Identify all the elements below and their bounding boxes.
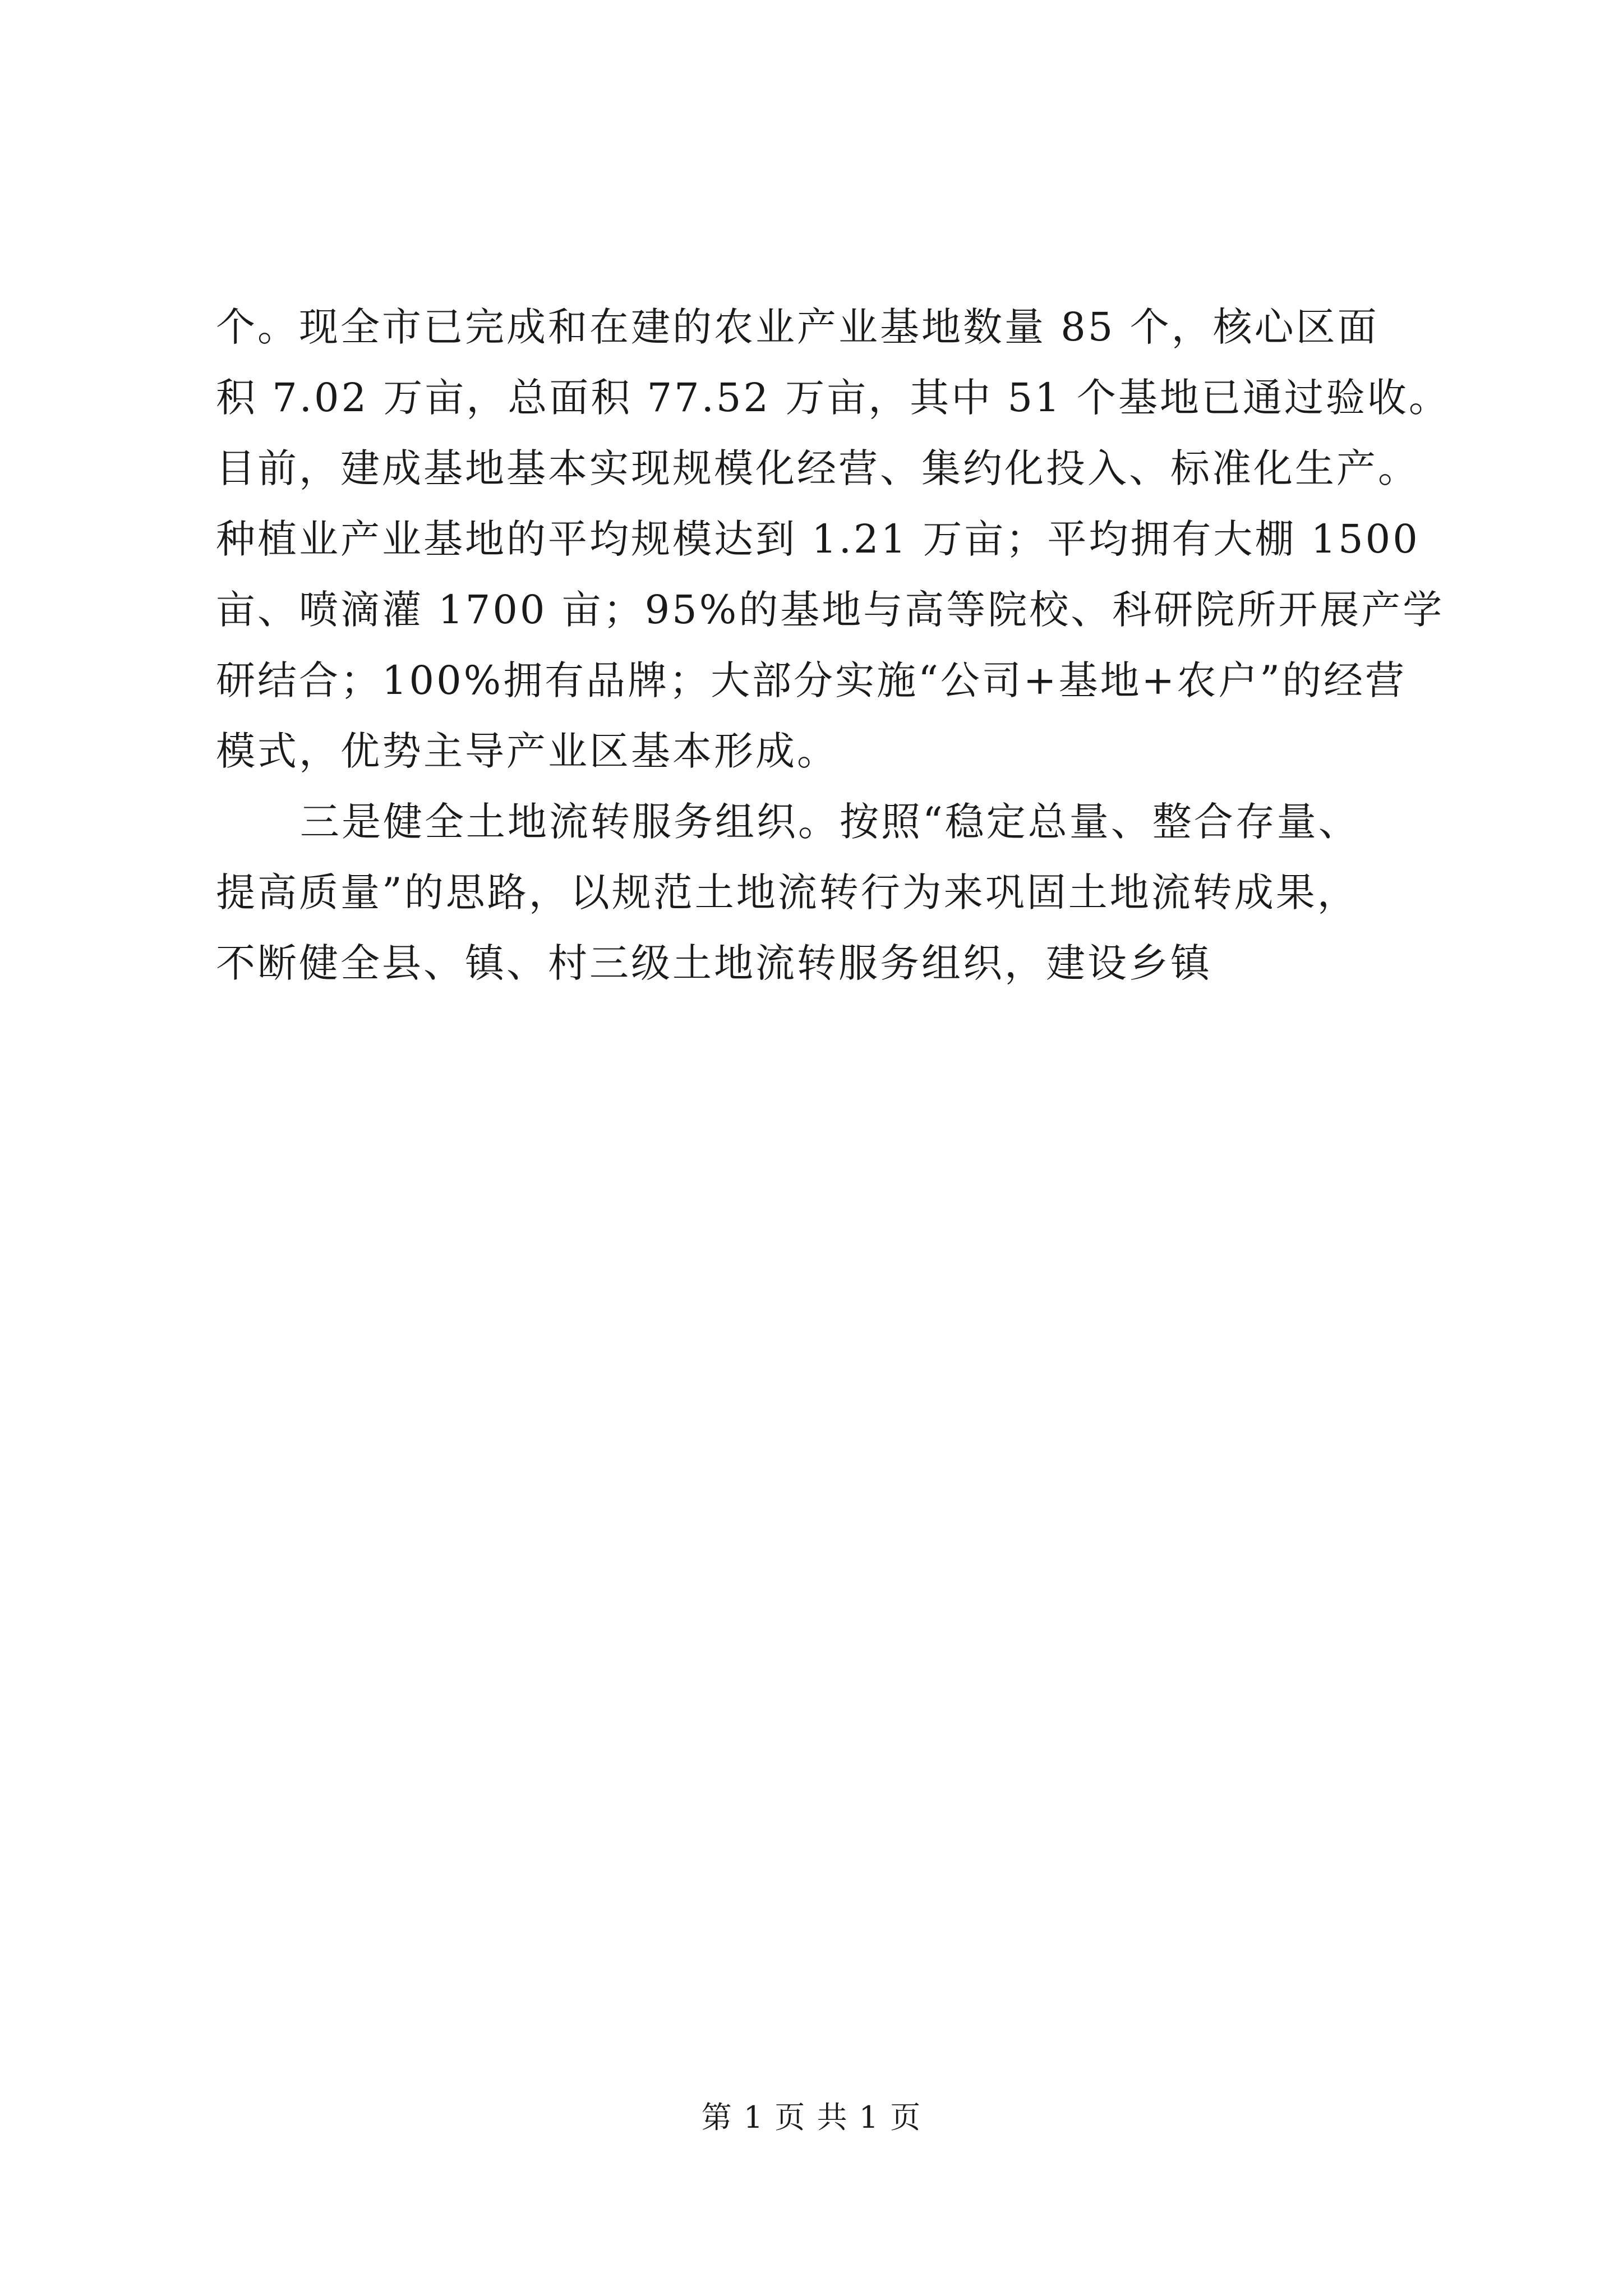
paragraph-start-line: 三是健全土地流转服务组织。按照“稳定总量、整合存量、 [300, 799, 1360, 845]
text-line: 亩、喷滴灌 1700 亩；95%的基地与高等院校、科研院所开展产学 [216, 587, 1445, 633]
text-line: 研结合；100%拥有品牌；大部分实施“公司+基地+农户”的经营 [216, 657, 1407, 703]
document-body [216, 292, 1450, 999]
text-line: 不断健全县、镇、村三级土地流转服务组织，建设乡镇 [216, 940, 1212, 986]
text-line: 种植业产业基地的平均规模达到 1.21 万亩；平均拥有大棚 1500 [216, 516, 1420, 562]
text-line: 模式，优势主导产业区基本形成。 [216, 728, 838, 774]
text-line: 个。现全市已完成和在建的农业产业基地数量 85 个，核心区面 [216, 304, 1379, 350]
text-line: 目前，建成基地基本实现规模化经营、集约化投入、标准化生产。 [216, 445, 1419, 491]
text-line: 提高质量”的思路，以规范土地流转行为来巩固土地流转成果， [216, 869, 1359, 915]
text-line: 积 7.02 万亩，总面积 77.52 万亩，其中 51 个基地已通过验收。 [216, 375, 1450, 421]
page-number-footer: 第 1 页 共 1 页 [701, 2100, 922, 2135]
